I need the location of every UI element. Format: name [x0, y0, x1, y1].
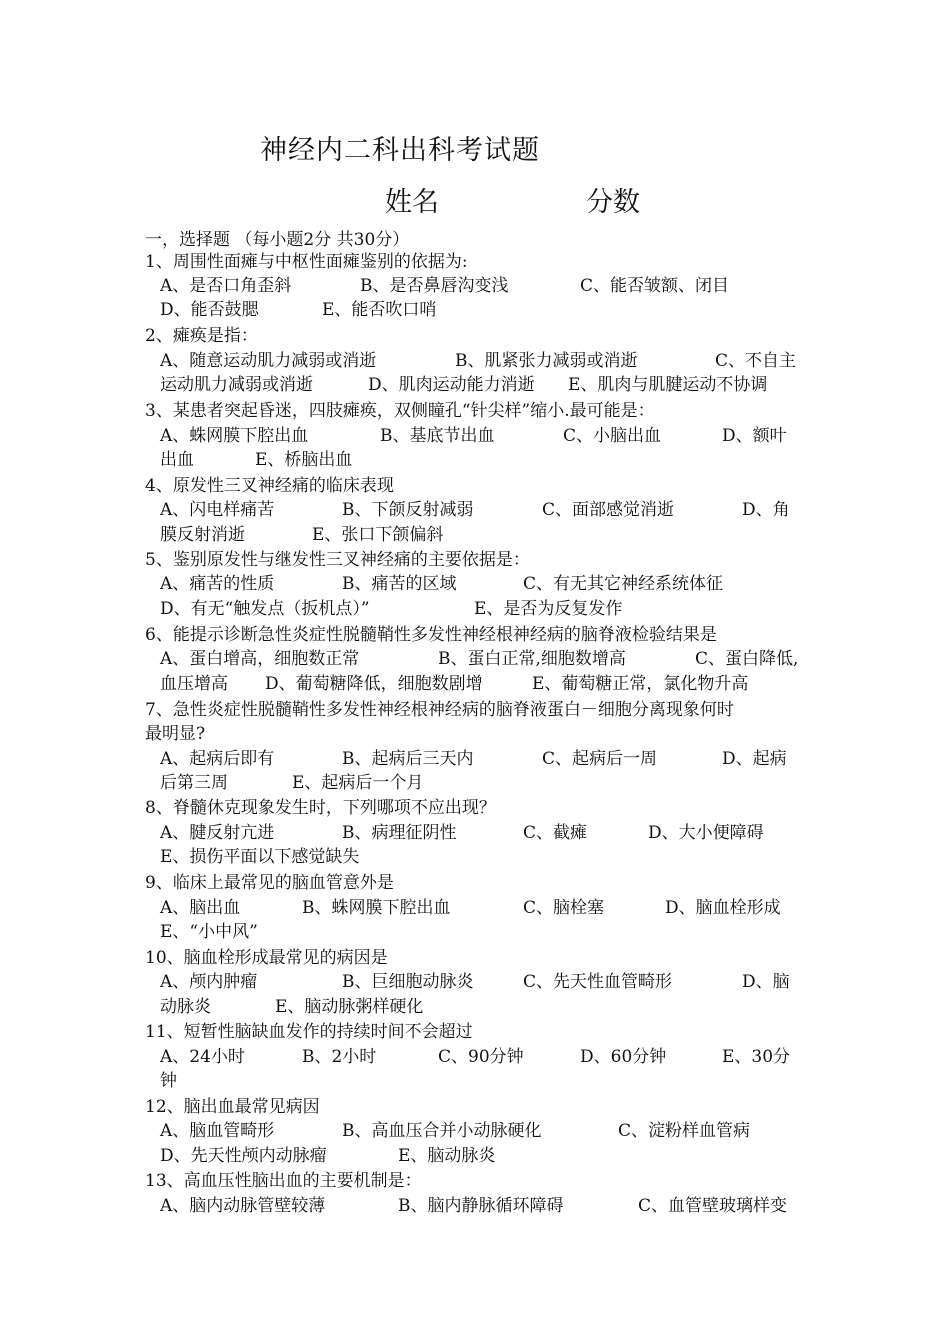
answer-option: A、是否口角歪斜 [160, 276, 292, 296]
answer-option: E、葡萄糖正常，氯化物升高 [532, 674, 749, 694]
answer-option: A、痛苦的性质 [160, 574, 275, 594]
answer-option: A、脑出血 [160, 898, 241, 918]
answer-option: 膜反射消逝 [160, 525, 245, 545]
answer-option: E、30分 [722, 1047, 791, 1067]
answer-option: B、病理征阴性 [342, 823, 457, 843]
answer-option: C、小脑出血 [563, 426, 662, 446]
answer-option: C、90分钟 [438, 1047, 524, 1067]
answer-option: A、起病后即有 [160, 749, 275, 769]
answer-option: D、脑血栓形成 [665, 898, 781, 918]
answer-option: E、能否吹口哨 [322, 300, 437, 320]
answer-option: E、脑动脉粥样硬化 [275, 997, 424, 1017]
answer-option: B、痛苦的区域 [342, 574, 457, 594]
answer-option: E、肌肉与肌腱运动不协调 [568, 375, 768, 395]
question-text: 2、瘫痪是指： [145, 326, 258, 346]
answer-option: 血压增高 [160, 674, 228, 694]
score-label: 分数 [586, 187, 640, 218]
answer-option: 运动肌力减弱或消逝 [160, 375, 313, 395]
answer-option: B、脑内静脉循环障碍 [398, 1196, 564, 1216]
answer-option: A、蛛网膜下腔出血 [160, 426, 309, 446]
answer-option: D、起病 [722, 749, 787, 769]
answer-option: D、有无“触发点（扳机点）” [160, 599, 370, 619]
question-text: 6、能提示诊断急性炎症性脱髓鞘性多发性神经根神经病的脑脊液检验结果是 [145, 625, 717, 645]
answer-option: C、能否皱额、闭目 [580, 276, 730, 296]
answer-option: B、蛋白正常,细胞数增高 [438, 649, 626, 669]
answer-option: B、肌紧张力减弱或消逝 [455, 351, 638, 371]
answer-option: D、葡萄糖降低，细胞数剧增 [265, 674, 483, 694]
answer-option: E、桥脑出血 [255, 450, 353, 470]
answer-option: E、“小中风” [160, 922, 258, 942]
answer-option: C、起病后一周 [542, 749, 658, 769]
answer-option: A、脑血管畸形 [160, 1121, 275, 1141]
answer-option: C、先天性血管畸形 [523, 972, 673, 992]
answer-option: A、随意运动肌力减弱或消逝 [160, 351, 377, 371]
answer-option: A、蛋白增高，细胞数正常 [160, 649, 360, 669]
answer-option: C、不自主 [715, 351, 797, 371]
page-title: 神经内二科出科考试题 [260, 135, 540, 166]
answer-option: B、高血压合并小动脉硬化 [342, 1121, 542, 1141]
answer-option: E、起病后一个月 [292, 773, 424, 793]
answer-option: C、血管壁玻璃样变 [638, 1196, 788, 1216]
answer-option: C、脑栓塞 [523, 898, 605, 918]
answer-option: 动脉炎 [160, 997, 211, 1017]
answer-option: E、损伤平面以下感觉缺失 [160, 847, 360, 867]
section-heading: 一，选择题 （每小题2分 共30分） [145, 230, 410, 250]
question-text: 11、短暂性脑缺血发作的持续时间不会超过 [145, 1022, 473, 1042]
question-text-continued: 最明显? [145, 724, 206, 744]
answer-option: A、颅内肿瘤 [160, 972, 258, 992]
answer-option: B、2小时 [302, 1047, 377, 1067]
answer-option: A、脑内动脉管壁较薄 [160, 1196, 326, 1216]
question-text: 4、原发性三叉神经痛的临床表现 [145, 476, 394, 496]
answer-option: B、基底节出血 [380, 426, 495, 446]
answer-option: B、起病后三天内 [342, 749, 474, 769]
answer-option: C、蛋白降低, [695, 649, 799, 669]
answer-option: D、角 [742, 500, 790, 520]
question-text: 8、脊髓休克现象发生时，下列哪项不应出现？ [145, 798, 496, 818]
answer-option: D、肌肉运动能力消逝 [368, 375, 535, 395]
answer-option: E、张口下颌偏斜 [312, 525, 444, 545]
answer-option: C、有无其它神经系统体征 [523, 574, 724, 594]
answer-option: D、大小便障碍 [648, 823, 764, 843]
answer-option: 后第三周 [160, 773, 228, 793]
answer-option: E、是否为反复发作 [474, 599, 623, 619]
answer-option: D、额叶 [722, 426, 787, 446]
answer-option: 钟 [160, 1071, 177, 1091]
question-text: 10、脑血栓形成最常见的病因是 [145, 948, 388, 968]
answer-option: C、截瘫 [523, 823, 588, 843]
answer-option: A、24小时 [160, 1047, 245, 1067]
answer-option: A、腱反射亢进 [160, 823, 275, 843]
answer-option: A、闪电样痛苦 [160, 500, 275, 520]
answer-option: D、能否鼓腮 [160, 300, 259, 320]
answer-option: B、巨细胞动脉炎 [342, 972, 474, 992]
question-text: 3、某患者突起昏迷，四肢瘫痪，双侧瞳孔“针尖样”缩小.最可能是： [145, 401, 655, 421]
question-text: 9、临床上最常见的脑血管意外是 [145, 873, 394, 893]
question-text: 5、鉴别原发性与继发性三叉神经痛的主要依据是： [145, 550, 530, 570]
answer-option: E、脑动脉炎 [398, 1146, 496, 1166]
answer-option: B、蛛网膜下腔出血 [302, 898, 451, 918]
question-text: 7、急性炎症性脱髓鞘性多发性神经根神经病的脑脊液蛋白－细胞分离现象何时 [145, 700, 734, 720]
answer-option: D、先天性颅内动脉瘤 [160, 1146, 327, 1166]
answer-option: C、淀粉样血管病 [618, 1121, 751, 1141]
answer-option: B、下颌反射减弱 [342, 500, 474, 520]
answer-option: D、脑 [742, 972, 790, 992]
answer-option: B、是否鼻唇沟变浅 [360, 276, 509, 296]
answer-option: D、60分钟 [580, 1047, 667, 1067]
question-text: 1、周围性面瘫与中枢性面瘫鉴别的依据为: [145, 252, 468, 272]
question-text: 13、高血压性脑出血的主要机制是： [145, 1171, 422, 1191]
question-text: 12、脑出血最常见病因 [145, 1097, 320, 1117]
answer-option: C、面部感觉消逝 [542, 500, 675, 520]
name-label: 姓名 [385, 187, 439, 218]
answer-option: 出血 [160, 450, 194, 470]
